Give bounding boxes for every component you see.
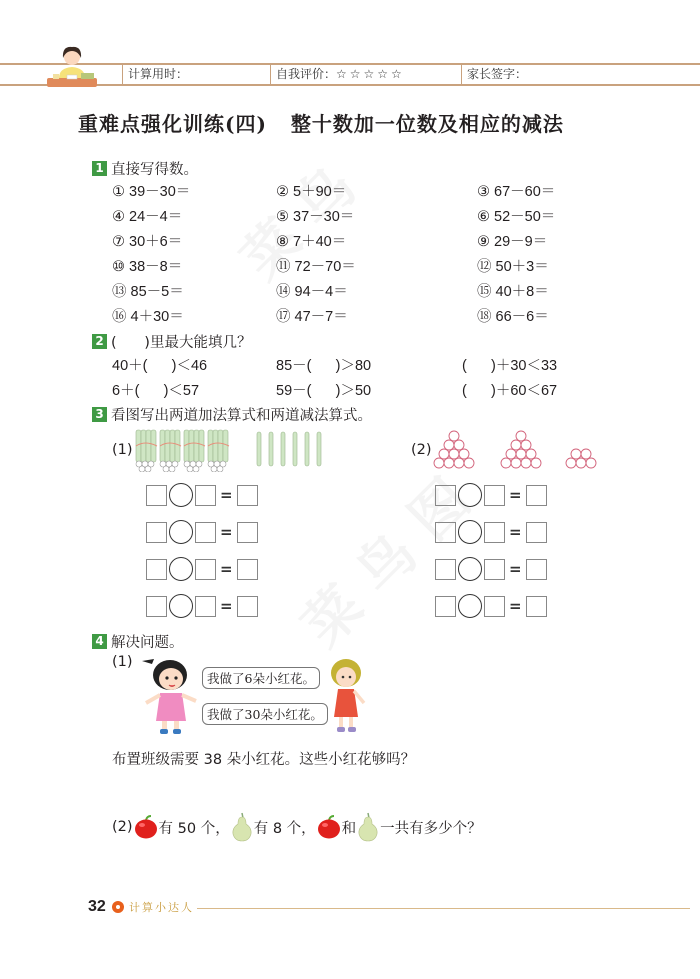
comparison-problem: 6＋( )＜57: [112, 383, 200, 399]
problem: ⑤ 37－30＝: [276, 209, 355, 225]
equation-row: [146, 594, 258, 618]
problem: ⑱ 66－6＝: [477, 309, 549, 325]
part-label: (1): [112, 442, 133, 458]
operator-circle[interactable]: [169, 594, 193, 618]
problem: ② 5＋90＝: [276, 184, 347, 200]
section-title: 直接写得数。: [111, 162, 198, 178]
comparison-problem: ( )＋30＜33: [462, 358, 558, 374]
answer-box[interactable]: [195, 596, 216, 617]
section-number-badge: 3: [92, 407, 107, 422]
answer-box[interactable]: [146, 485, 167, 506]
equals-sign: =: [220, 523, 233, 541]
equals-sign: =: [509, 597, 522, 615]
answer-box[interactable]: [195, 559, 216, 580]
time-label: 计算用时：: [128, 67, 189, 81]
answer-box[interactable]: [484, 485, 505, 506]
equals-sign: =: [220, 597, 233, 615]
girl-curly-hair-illustration: [324, 657, 370, 737]
section-title: 解决问题。: [111, 635, 184, 651]
section-number-badge: 4: [92, 634, 107, 649]
pear-icon: [356, 812, 380, 842]
question-text-part: 和: [341, 820, 357, 837]
answer-box[interactable]: [435, 485, 456, 506]
answer-box[interactable]: [435, 559, 456, 580]
question-text-part: 有 8 个，: [253, 820, 316, 837]
footer-divider: [197, 908, 690, 909]
section-number-badge: 1: [92, 161, 107, 176]
circle-triangles-illustration: [432, 430, 602, 474]
section-number-badge: 2: [92, 334, 107, 349]
brand-dot-icon: [112, 901, 124, 913]
section-2-heading: [92, 331, 251, 352]
page-number: 32: [88, 898, 106, 915]
answer-box[interactable]: [237, 559, 258, 580]
girl-at-desk-icon: [45, 42, 100, 90]
part-label: (2): [112, 819, 133, 835]
section-4-heading: [92, 631, 184, 652]
problem: ⑩ 38－8＝: [112, 259, 183, 275]
section-1-heading: [92, 158, 198, 179]
equals-sign: =: [509, 560, 522, 578]
operator-circle[interactable]: [458, 557, 482, 581]
equals-sign: =: [509, 486, 522, 504]
parent-sign-label: 家长签字：: [467, 67, 528, 81]
section-title: ( )里最大能填几？: [111, 335, 252, 351]
operator-circle[interactable]: [169, 557, 193, 581]
answer-box[interactable]: [435, 596, 456, 617]
answer-box[interactable]: [195, 522, 216, 543]
problem: ③ 67－60＝: [477, 184, 556, 200]
problem: ① 39－30＝: [112, 184, 191, 200]
problem: ⑥ 52－50＝: [477, 209, 556, 225]
girl-black-hair-illustration: [140, 655, 202, 735]
answer-box[interactable]: [146, 559, 167, 580]
pear-icon: [230, 812, 254, 842]
answer-box[interactable]: [237, 596, 258, 617]
self-eval-label: 自我评价：☆☆☆☆☆: [276, 67, 405, 81]
operator-circle[interactable]: [458, 483, 482, 507]
apple-icon: [316, 815, 342, 839]
comparison-problem: 59－( )＞50: [276, 383, 372, 399]
answer-box[interactable]: [526, 559, 547, 580]
answer-box[interactable]: [526, 596, 547, 617]
comparison-problem: 40＋( )＜46: [112, 358, 208, 374]
problem: ⑨ 29－9＝: [477, 234, 548, 250]
section-title: 看图写出两道加法算式和两道减法算式。: [111, 408, 372, 424]
part-label: (2): [411, 442, 432, 458]
problem: ⑰ 47－7＝: [276, 309, 348, 325]
answer-box[interactable]: [237, 485, 258, 506]
answer-box[interactable]: [237, 522, 258, 543]
problem: ⑬ 85－5＝: [112, 284, 184, 300]
problem: ⑯ 4＋30＝: [112, 309, 184, 325]
section-3-heading: [92, 404, 372, 425]
answer-box[interactable]: [195, 485, 216, 506]
equation-row: [146, 483, 258, 507]
answer-box[interactable]: [526, 522, 547, 543]
sticks-bundles-illustration: [133, 428, 333, 472]
equation-row: [435, 594, 547, 618]
equals-sign: =: [220, 560, 233, 578]
footer-brand: 计算小达人: [129, 901, 194, 914]
equation-row: [435, 483, 547, 507]
equals-sign: =: [509, 523, 522, 541]
operator-circle[interactable]: [458, 594, 482, 618]
problem: ⑫ 50＋3＝: [477, 259, 549, 275]
apple-icon: [133, 815, 159, 839]
speech-bubble: 我做了30朵小红花。: [202, 703, 328, 725]
answer-box[interactable]: [146, 596, 167, 617]
answer-box[interactable]: [484, 559, 505, 580]
comparison-problem: ( )＋60＜67: [462, 383, 558, 399]
speech-bubble: 我做了6朵小红花。: [202, 667, 320, 689]
equals-sign: =: [220, 486, 233, 504]
operator-circle[interactable]: [458, 520, 482, 544]
equation-row: [435, 557, 547, 581]
problem: ⑪ 72－70＝: [276, 259, 356, 275]
question-2: [112, 812, 482, 842]
answer-box[interactable]: [435, 522, 456, 543]
problem: ⑭ 94－4＝: [276, 284, 348, 300]
operator-circle[interactable]: [169, 483, 193, 507]
answer-box[interactable]: [526, 485, 547, 506]
rating-stars[interactable]: ☆☆☆☆☆: [336, 67, 405, 81]
comparison-problem: 85－( )＞80: [276, 358, 372, 374]
problem: ⑦ 30＋6＝: [112, 234, 183, 250]
question-text-part: 有 50 个，: [158, 820, 230, 837]
problem: ④ 24－4＝: [112, 209, 183, 225]
answer-box[interactable]: [484, 522, 505, 543]
question-text: 布置班级需要 38 朵小红花。这些小红花够吗？: [112, 752, 416, 768]
page-title: 重难点强化训练(四) 整十数加一位数及相应的减法: [78, 112, 564, 136]
equation-row: [435, 520, 547, 544]
operator-circle[interactable]: [169, 520, 193, 544]
answer-box[interactable]: [146, 522, 167, 543]
problem: ⑧ 7＋40＝: [276, 234, 347, 250]
question-text-part: 一共有多少个？: [380, 820, 482, 837]
part-label: (1): [112, 654, 133, 670]
problem: ⑮ 40＋8＝: [477, 284, 549, 300]
answer-box[interactable]: [484, 596, 505, 617]
equation-row: [146, 520, 258, 544]
equation-row: [146, 557, 258, 581]
